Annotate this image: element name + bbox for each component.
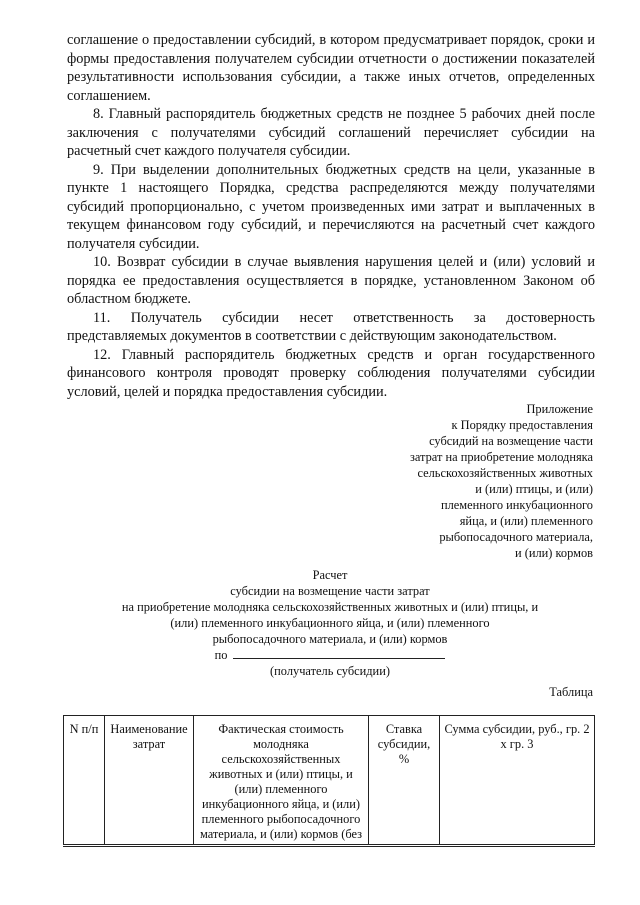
paragraph-9: 9. При выделении дополнительных бюджетных средств на цели, указанные в пункте 1 настоящего Порядка, средства распределяются между получателями субсидий пропорционально, с учетом произведенных ими затрат и выплаченных в текущем финансовом году субсидий, и перечисляются на расчетный счет каждого получателя субсидии. xyxy=(67,161,595,252)
body-text xyxy=(67,31,595,401)
header-actual-cost: Фактическая стоимость молодняка сельскохозяйственных животных и (или) птицы, и (или) племенного инкубационного яйца, и (или) племенного рыбопосадочного материала, и (или) кормов (без xyxy=(194,716,369,845)
paragraph-10: 10. Возврат субсидии в случае выявления нарушения целей и (или) условий и порядка ее предоставления осуществляется в порядке, установленном Законом об областном бюджете. xyxy=(67,254,595,307)
appendix-line: затрат на приобретение молодняка xyxy=(409,450,593,464)
paragraph-continuation: соглашение о предоставлении субсидий, в котором предусматривает порядок, сроки и формы предоставления получателем субсидии отчетности о достижении показателей результативности использования субсидии, а также иных отчетов, определенных соглашением. xyxy=(67,32,595,104)
appendix-line: субсидий на возмещение части xyxy=(429,434,593,448)
table-divider xyxy=(63,846,595,847)
calculation-line: субсидии на возмещение части затрат xyxy=(230,584,430,598)
paragraph-11: 11. Получатель субсидии несет ответственность за достоверность представляемых документов в соответствии с действующим законодательством. xyxy=(67,309,595,344)
appendix-line: рыбопосадочного материала, xyxy=(439,530,593,544)
table-header-row xyxy=(64,716,595,845)
recipient-row xyxy=(60,647,600,663)
calculation-line: рыбопосадочного материала, и (или) кормов xyxy=(212,632,448,646)
appendix-line: племенного инкубационного xyxy=(440,498,593,512)
paragraph-8: 8. Главный распорядитель бюджетных средств не позднее 5 рабочих дней после заключения с получателями субсидий соглашений перечисляет субсидии на расчетный счет каждого получателя субсидии. xyxy=(67,106,595,159)
appendix-line: и (или) кормов xyxy=(514,546,593,560)
appendix-line: Приложение xyxy=(526,402,593,416)
recipient-caption: (получатель субсидии) xyxy=(270,664,390,678)
header-cost-name: Наименование затрат xyxy=(105,716,194,845)
calculation-line: на приобретение молодняка сельскохозяйственных животных и (или) птицы, и xyxy=(121,600,539,614)
appendix-header xyxy=(333,401,593,561)
appendix-line: яйца, и (или) племенного xyxy=(459,514,593,528)
appendix-line: и (или) птицы, и (или) xyxy=(475,482,593,496)
paragraph-12: 12. Главный распорядитель бюджетных средств и орган государственного финансового контроля проводят проверку соблюдения получателями субсидии условий, целей и порядка предоставления субсидии. xyxy=(67,346,595,400)
appendix-line: к Порядку предоставления xyxy=(451,418,593,432)
calculation-title: Расчет xyxy=(312,568,348,582)
table-label: Таблица xyxy=(549,685,593,699)
appendix-line: сельскохозяйственных животных xyxy=(417,466,593,480)
header-sum: Сумма субсидии, руб., гр. 2 x гр. 3 xyxy=(440,716,595,845)
recipient-blank-line[interactable] xyxy=(233,647,445,659)
header-rate: Ставка субсидии, % xyxy=(369,716,440,845)
po-label: по xyxy=(214,648,228,662)
calculation-title-block xyxy=(60,567,600,679)
subsidy-table xyxy=(63,715,595,845)
header-number: N п/п xyxy=(64,716,105,845)
calculation-line: (или) племенного инкубационного яйца, и (или) племенного xyxy=(170,616,490,630)
